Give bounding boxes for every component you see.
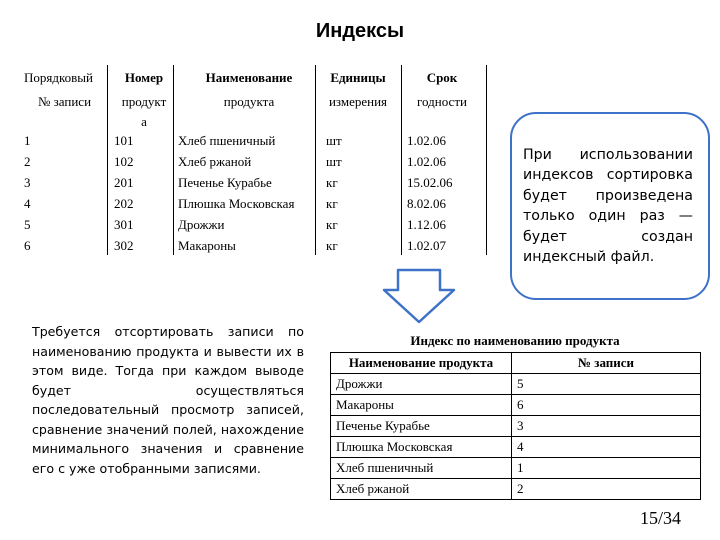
cell-name: Макароны <box>178 238 236 253</box>
cell-rec: 2 <box>24 154 31 169</box>
page-title: Индексы <box>315 20 405 42</box>
cell-rec: 6 <box>24 238 31 253</box>
cell-unit: шт <box>326 133 342 148</box>
cell-unit: кг <box>326 196 338 211</box>
cell-rec: 1 <box>24 133 31 148</box>
cell-num: 201 <box>114 175 134 190</box>
index-cell-name: Макароны <box>331 395 512 416</box>
cell-rec: 4 <box>24 196 31 211</box>
page-number: 15/34 <box>640 508 682 528</box>
cell-unit: кг <box>326 217 338 232</box>
index-cell-rec: 3 <box>512 416 701 437</box>
cell-unit: кг <box>326 238 338 253</box>
cell-date: 15.02.06 <box>407 175 453 190</box>
index-cell-name: Хлеб ржаной <box>331 479 512 500</box>
index-col-name-header: Наименование продукта <box>331 353 512 374</box>
table-row <box>331 395 701 416</box>
callout-text: При использовании индексов сортировка будет произведена только один раз — будет создан индексный файл. <box>523 147 693 266</box>
column-divider <box>486 65 487 255</box>
cell-name: Печенье Курабье <box>178 175 272 190</box>
cell-name: Дрожжи <box>178 217 225 232</box>
cell-name: Плюшка Московская <box>178 196 295 211</box>
column-divider <box>401 65 402 255</box>
cell-rec: 3 <box>24 175 31 190</box>
index-table <box>330 352 701 500</box>
column-divider <box>315 65 316 255</box>
index-cell-rec: 6 <box>512 395 701 416</box>
column-divider <box>173 65 174 255</box>
index-cell-rec: 1 <box>512 458 701 479</box>
header-unit: Единицы измерения <box>328 70 388 109</box>
table-row <box>331 458 701 479</box>
index-cell-rec: 4 <box>512 437 701 458</box>
index-table-body <box>331 374 701 500</box>
index-cell-name: Хлеб пшеничный <box>331 458 512 479</box>
cell-num: 101 <box>114 133 134 148</box>
index-cell-rec: 5 <box>512 374 701 395</box>
cell-date: 1.12.06 <box>407 217 446 232</box>
index-cell-name: Дрожжи <box>331 374 512 395</box>
header-product-name: Наименование продукта <box>205 70 293 109</box>
index-cell-name: Плюшка Московская <box>331 437 512 458</box>
index-table-title: Индекс по наименованию продукта <box>410 333 620 348</box>
cell-unit: шт <box>326 154 342 169</box>
cell-date: 1.02.07 <box>407 238 446 253</box>
column-divider <box>107 65 108 255</box>
table-row <box>331 374 701 395</box>
index-col-record-header: № записи <box>512 353 701 374</box>
cell-unit: кг <box>326 175 338 190</box>
cell-rec: 5 <box>24 217 31 232</box>
cell-name: Хлеб пшеничный <box>178 133 276 148</box>
table-row <box>331 437 701 458</box>
table-row <box>331 479 701 500</box>
cell-num: 302 <box>114 238 134 253</box>
index-cell-name: Печенье Курабье <box>331 416 512 437</box>
header-record-no: Порядковый № записи <box>24 70 93 109</box>
header-shelf-life: Срок годности <box>417 70 467 109</box>
index-table-header-row <box>331 353 701 374</box>
cell-date: 1.02.06 <box>407 154 446 169</box>
cell-date: 1.02.06 <box>407 133 446 148</box>
description-text: Требуется отсортировать записи по наименованию продукта и вывести их в этом виде. Тогда при каждом выводе будет осуществляться последовательный просмотр записей, сравнение значений полей, нахождение минимального значения и сравнение его с уже отобранными записями. <box>32 324 304 476</box>
cell-num: 202 <box>114 196 134 211</box>
cell-date: 8.02.06 <box>407 196 446 211</box>
cell-name: Хлеб ржаной <box>178 154 252 169</box>
down-arrow-icon <box>380 268 460 328</box>
cell-num: 102 <box>114 154 134 169</box>
index-cell-rec: 2 <box>512 479 701 500</box>
table-row <box>331 416 701 437</box>
cell-num: 301 <box>114 217 134 232</box>
header-product-no: Номер продукт а <box>121 70 167 129</box>
